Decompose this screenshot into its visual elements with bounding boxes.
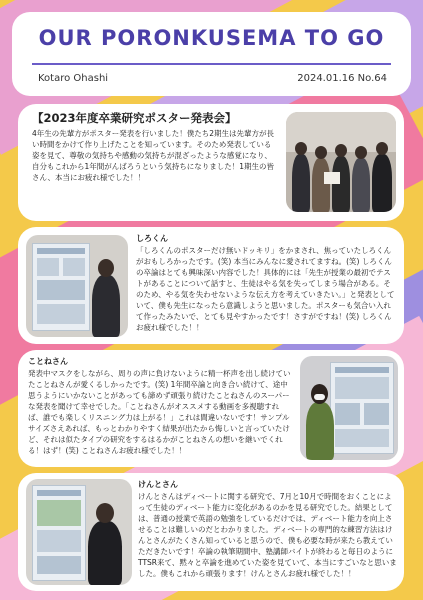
person-head bbox=[98, 259, 114, 277]
person-figure bbox=[372, 154, 392, 212]
poster-title-block bbox=[335, 367, 389, 373]
group-photo bbox=[286, 112, 396, 212]
face-mask bbox=[314, 394, 325, 400]
person-figure bbox=[92, 275, 120, 337]
kotone-photo bbox=[300, 356, 398, 460]
person-head bbox=[376, 142, 388, 155]
poster-block bbox=[335, 403, 360, 425]
poster-block bbox=[335, 377, 389, 399]
person-head bbox=[295, 142, 307, 155]
title-divider bbox=[32, 63, 391, 65]
student-name: けんとさん bbox=[138, 480, 178, 489]
poster-block bbox=[37, 258, 59, 276]
certificate-paper bbox=[324, 172, 340, 184]
kento-photo bbox=[26, 479, 132, 585]
section-shiro bbox=[18, 227, 404, 344]
section-body: 「しろくんのポスターだけ無いドッキリ」をかまされ、焦っていたしろくんがおもしろかったです。(笑) 本当にみんなに愛されてますね。(笑) しろくんの卒論はとても興味深い内容でした！具体的には「先生が授業の最初でテストがあることについて話すと、生徒はやる気を失ってしまう場合がある。そのため、やる気を失わせないような伝え方を考えていきたい。」と発表としていて、僕も先生になったら意識しようと思いました。ポスターも気合い入れて作ったみたいで、とても見やすかったです！さすがですね！(笑) しろくんお疲れ様でした！！ bbox=[136, 246, 395, 332]
poster-block bbox=[63, 258, 85, 276]
research-poster bbox=[330, 362, 394, 454]
person-figure bbox=[306, 402, 334, 460]
poster-title-block bbox=[37, 248, 85, 254]
person-figure bbox=[292, 154, 310, 212]
student-name: しろくん bbox=[136, 234, 168, 243]
poster-block bbox=[37, 556, 81, 574]
poster-block bbox=[37, 280, 85, 300]
section-kento bbox=[18, 473, 404, 591]
poster-block bbox=[37, 500, 81, 526]
person-head bbox=[335, 144, 347, 157]
shiro-photo bbox=[26, 235, 128, 337]
section-body: 発表中マスクをしながら、周りの声に負けないように精一杯声を出し続けていたことねさんが愛くるしかったです。(笑) 1年間卒論と向き合い続けて、途中思うようにいかないことがあっても諦めず頑張り続けたことねさんのスーパーな発表を聞けて幸せでした。「ことねさんがオススメする動画を多視聴すれば、誰でも楽しくリスニング力は上がる！」これは間違いないです！サンプルサイズさえあれば、もっとわかりやすく結果が出たから悔しいと言っていたけど、それは似たタイプの研究をするはるかがことねさんの想いを継いでくれる！はず！(笑) ことねさんお疲れ様でした！！ bbox=[28, 369, 291, 455]
person-figure bbox=[312, 158, 330, 212]
research-poster bbox=[32, 243, 90, 331]
poster-block bbox=[364, 403, 389, 425]
section-kotone bbox=[18, 350, 404, 467]
person-head bbox=[355, 146, 367, 159]
poster-block bbox=[335, 429, 389, 447]
poster-title-block bbox=[37, 490, 81, 496]
person-head bbox=[96, 503, 114, 523]
person-figure bbox=[352, 158, 370, 212]
issue-date: 2024.01.16 No.64 bbox=[297, 73, 387, 84]
poster-block bbox=[37, 304, 85, 324]
newsletter-header bbox=[12, 12, 411, 96]
section-body: 4年生の先輩方がポスター発表を行いました！僕たち2期生は先輩方が長い時間をかけて作り上げたことを知っています。そのため発表している姿を見て、尊敬の気持ちや感動の気持ちが混ざったような感覚になり、自分もこれから1年間がんばろうという気持ちになりました！1期生の皆さん、本当にお疲れ様でした！！ bbox=[32, 129, 275, 182]
author-name: Kotaro Ohashi bbox=[38, 73, 109, 84]
newsletter-title: OUR PORONKUSEMA TO GO bbox=[38, 26, 385, 50]
research-poster bbox=[32, 485, 86, 581]
student-name: ことねさん bbox=[28, 357, 68, 366]
person-head bbox=[315, 146, 327, 159]
poster-block bbox=[37, 530, 81, 552]
section-heading: 【2023年度卒業研究ポスター発表会】 bbox=[32, 111, 237, 125]
section-body: けんとさんはディベートに関する研究で、7月と10月で時間をおくことによって生徒のディベート能力に変化があるのかを見る研究でした。結果としては、普通の授業で英語の勉強をしているだけでは、ディベート能力を向上させることは難しいのだとわかりました。ディベートの専門的な練習方法はけんとさんがたくさん知っていると思うので、僕も必要な時が来たら教えていただきたいです！卒論の執筆期間中、塾講師バイトが終わると毎日のようにTTSR来て、黙々と卒論を進めていた姿を見ていて、本当にすごいなと思いました。僕もこれから頑張ります！けんとさんお疲れ様でした！！ bbox=[138, 492, 397, 578]
person-figure bbox=[332, 156, 350, 212]
section-poster-event bbox=[18, 104, 404, 221]
person-figure bbox=[88, 521, 122, 585]
